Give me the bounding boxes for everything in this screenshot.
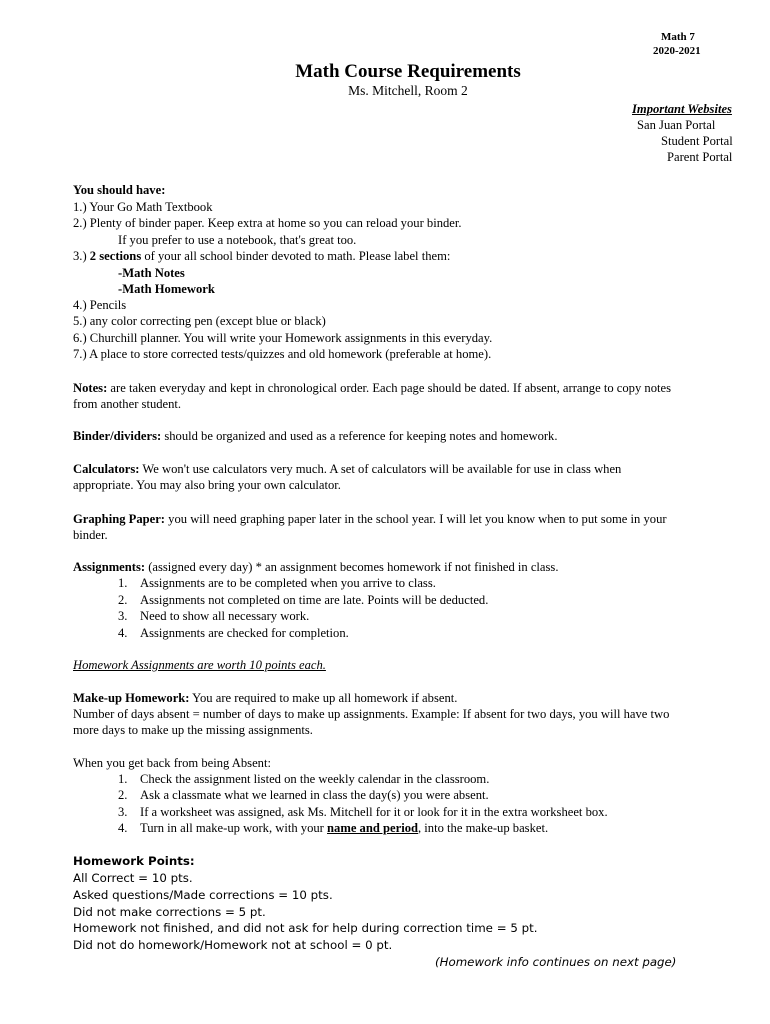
should-have-heading: You should have: <box>73 183 166 197</box>
list-item: 4.) Pencils <box>73 298 127 312</box>
list-item <box>118 804 608 821</box>
binder-section-label: -Math Notes <box>118 266 185 280</box>
list-item: 1.) Your Go Math Textbook <box>73 200 213 214</box>
continued-note: (Homework info continues on next page) <box>435 955 677 969</box>
websites-heading: Important Websites <box>632 102 732 116</box>
calculators-paragraph <box>73 461 621 478</box>
item-number: 4. <box>118 821 128 835</box>
points-item: Asked questions/Made corrections = 10 pts. <box>73 888 333 902</box>
points-item: Did not make corrections = 5 pt. <box>73 905 266 919</box>
binder-paragraph <box>73 428 558 445</box>
item-number: 3. <box>118 805 128 819</box>
assignments-text: (assigned every day) * an assignment becomes homework if not finished in class. <box>145 560 559 574</box>
list-item <box>118 592 488 609</box>
item-number: 1. <box>118 772 128 786</box>
graphing-text: you will need graphing paper later in the school year. I will let you know when to put some in your <box>165 512 667 526</box>
calculators-text: We won't use calculators very much. A set of calculators will be available for use in class when <box>139 462 622 476</box>
item-text: If a worksheet was assigned, ask Ms. Mitchell for it or look for it in the extra worksheet box. <box>140 805 608 819</box>
item-number: 2. <box>118 593 128 607</box>
homework-worth-note: Homework Assignments are worth 10 points each. <box>73 658 326 672</box>
notes-text: are taken everyday and kept in chronological order. Each page should be dated. If absent, arrange to copy notes <box>107 381 671 395</box>
list-item: 6.) Churchill planner. You will write your Homework assignments in this everyday. <box>73 331 493 345</box>
website-link-parent-portal[interactable]: Parent Portal <box>667 150 733 164</box>
notes-paragraph <box>73 380 671 397</box>
item-text: Assignments are checked for completion. <box>140 626 349 640</box>
page-title: Math Course Requirements <box>295 61 521 82</box>
makeup-text: You are required to make up all homework if absent. <box>189 691 458 705</box>
list-item: 7.) A place to store corrected tests/quizzes and old homework (preferable at home). <box>73 347 492 361</box>
list-item <box>118 820 548 837</box>
graphing-paragraph <box>73 511 667 528</box>
points-item: All Correct = 10 pts. <box>73 871 193 885</box>
item-text: Assignments are to be completed when you arrive to class. <box>140 576 436 590</box>
binder-text: should be organized and used as a reference for keeping notes and homework. <box>161 429 558 443</box>
item-text: Need to show all necessary work. <box>140 609 310 623</box>
graphing-label: Graphing Paper: <box>73 512 166 526</box>
teacher-room: Ms. Mitchell, Room 2 <box>348 83 468 98</box>
list-item-note: If you prefer to use a notebook, that's great too. <box>118 233 357 247</box>
makeup-paragraph <box>73 690 457 707</box>
absent-intro: When you get back from being Absent: <box>73 756 271 770</box>
makeup-text-line: Number of days absent = number of days to make up assignments. Example: If absent for two days, you will have two <box>73 707 670 721</box>
list-item <box>73 248 450 265</box>
makeup-text-line: more days to make up the missing assignments. <box>73 723 313 737</box>
calculators-text-continued: appropriate. You may also bring your own calculator. <box>73 478 341 492</box>
item-text: of your all school binder devoted to math. Please label them: <box>141 249 451 263</box>
item-text: Ask a classmate what we learned in class the day(s) you were absent. <box>140 788 489 802</box>
binder-section-label: -Math Homework <box>118 282 215 296</box>
assignments-label: Assignments: <box>73 560 146 574</box>
points-item: Homework not finished, and did not ask for help during correction time = 5 pt. <box>73 921 538 935</box>
list-item <box>118 787 489 804</box>
binder-label: Binder/dividers: <box>73 429 162 443</box>
item-text: Assignments not completed on time are late. Points will be deducted. <box>140 593 489 607</box>
item-number: 1. <box>118 576 128 590</box>
website-link-student-portal[interactable]: Student Portal <box>661 134 733 148</box>
course-name: Math 7 <box>661 31 695 43</box>
list-item <box>118 771 489 788</box>
homework-points-heading: Homework Points: <box>73 854 195 868</box>
graphing-text-continued: binder. <box>73 528 108 542</box>
item-emphasis: name and period <box>327 821 418 835</box>
list-item <box>118 608 309 625</box>
calculators-label: Calculators: <box>73 462 140 476</box>
item-number: 3. <box>118 609 128 623</box>
item-text: Check the assignment listed on the weekly calendar in the classroom. <box>140 772 490 786</box>
list-item <box>118 575 436 592</box>
school-year: 2020-2021 <box>653 45 701 57</box>
assignments-paragraph <box>73 559 558 576</box>
list-item <box>118 625 349 642</box>
notes-label: Notes: <box>73 381 108 395</box>
makeup-label: Make-up Homework: <box>73 691 190 705</box>
list-item: 5.) any color correcting pen (except blue or black) <box>73 314 326 328</box>
website-link-san-juan-portal[interactable]: San Juan Portal <box>637 118 716 132</box>
item-number: 3.) <box>73 249 90 263</box>
item-text: Turn in all make-up work, with your <box>140 821 328 835</box>
item-text: , into the make-up basket. <box>418 821 549 835</box>
item-number: 4. <box>118 626 128 640</box>
item-number: 2. <box>118 788 128 802</box>
list-item: 2.) Plenty of binder paper. Keep extra at home so you can reload your binder. <box>73 216 462 230</box>
points-item: Did not do homework/Homework not at school = 0 pt. <box>73 938 393 952</box>
item-emphasis: 2 sections <box>89 249 142 263</box>
notes-text-continued: from another student. <box>73 397 182 411</box>
